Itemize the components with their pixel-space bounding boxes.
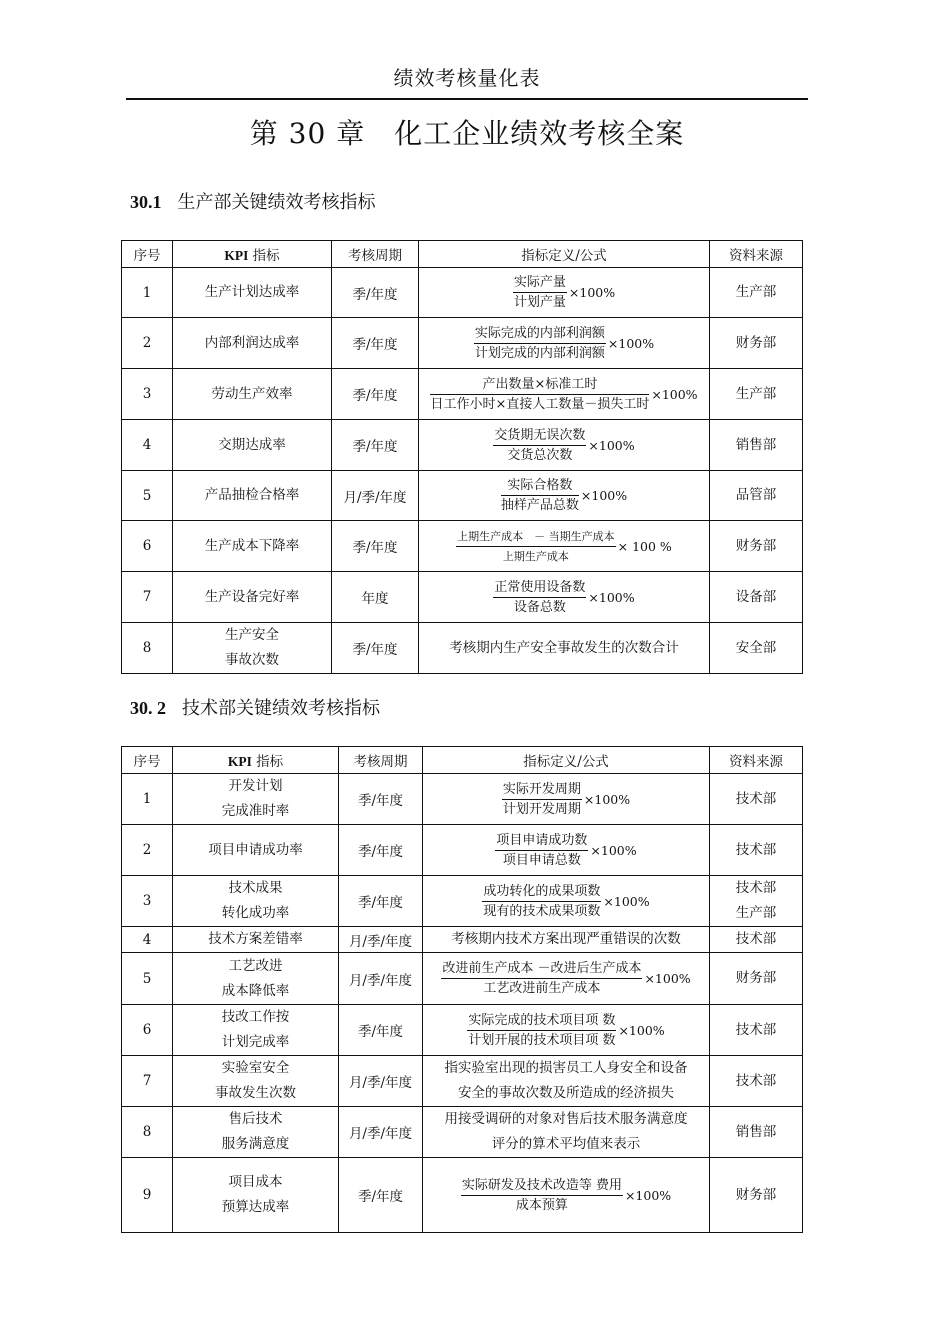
data-source [710,876,803,927]
formula-denominator: 日工作小时×直接人工数量－损失工时 [430,396,650,412]
table-row [122,572,803,623]
chapter-title: 第 30 章 化工企业绩效考核全案 [249,117,685,150]
formula-fraction [474,325,606,362]
data-source-line: 安全部 [735,639,777,656]
row-number: 6 [122,1005,173,1056]
assessment-period: 月/季/年度 [339,1056,423,1107]
table-row [122,927,803,953]
kpi-name [173,1107,339,1158]
row-number: 7 [122,1056,173,1107]
kpi-name [173,623,332,674]
formula-numerator: 实际开发周期 [502,781,582,800]
data-source [710,927,803,953]
formula-numerator: 实际完成的技术项目项 数 [467,1012,616,1031]
data-source-line: 销售部 [735,436,777,453]
formula-multiplier: ×100% [583,791,631,807]
formula-denominator: 设备总数 [513,599,566,615]
assessment-period: 季/年度 [332,369,419,420]
formula-multiplier: ×100% [588,437,635,453]
column-header: 考核周期 [339,747,423,774]
data-source [710,1107,803,1158]
formula-denominator: 抽样产品总数 [500,498,579,513]
formula-multiplier: ×100% [590,842,637,858]
assessment-period: 月/季/年度 [339,953,423,1005]
formula-numerator: 交货期无误次数 [493,427,586,446]
kpi-name [173,774,339,825]
definition-line: 评分的算术平均值来表示 [491,1136,641,1152]
assessment-period: 季/年度 [332,318,419,369]
formula-fraction [467,1012,616,1049]
kpi-name [173,876,339,927]
kpi-name [173,572,332,623]
kpi-name-line: 内部利润达成率 [204,334,300,351]
kpi-name [173,369,332,420]
row-number: 4 [122,420,173,471]
row-number: 8 [122,623,173,674]
formula-cell [423,1158,710,1233]
formula-fraction [513,274,567,311]
row-number: 2 [122,825,173,876]
formula-fraction [456,528,616,565]
assessment-period: 季/年度 [339,825,423,876]
kpi-name-line: 技改工作按 [221,1009,290,1025]
formula-denominator: 上期生产成本 [502,549,569,563]
formula-cell [419,420,710,471]
table-row [122,420,803,471]
formula-multiplier: ×100% [651,386,698,402]
kpi-name-line: 产品抽检合格率 [204,487,300,503]
table-row [122,953,803,1005]
kpi-name [173,471,332,521]
column-header: 指标定义/公式 [419,241,710,268]
kpi-name [173,1056,339,1107]
definition-line: 考核期内技术方案出现严重错误的次数 [451,931,681,947]
definition-text [419,623,710,674]
table-row [122,471,803,521]
row-number: 5 [122,471,173,521]
data-source-line: 生产部 [735,905,777,921]
formula-fraction [493,427,586,464]
kpi-name-line: 交期达成率 [218,436,286,453]
data-source-line: 生产部 [735,284,777,300]
data-source [710,825,803,876]
section-number: 30. 2 [130,698,166,718]
kpi-name-line: 售后技术 [228,1111,283,1127]
formula-denominator: 计划产量 [513,295,566,310]
table-row [122,369,803,420]
data-source [710,369,803,420]
kpi-name-line: 劳动生产效率 [211,385,293,402]
header-rule [126,98,808,100]
column-header: 指标定义/公式 [423,747,710,774]
data-source-line: 技术部 [735,880,777,896]
formula-numerator: 改进前生产成本 －改进后生产成本 [441,960,642,979]
assessment-period: 季/年度 [339,1158,423,1233]
assessment-period: 月/季/年度 [339,927,423,953]
kpi-name [173,1005,339,1056]
running-head: 绩效考核量化表 [393,66,541,90]
formula-numerator: 实际完成的内部利润额 [474,325,606,344]
data-source [710,953,803,1005]
data-source [710,471,803,521]
column-header: 资料来源 [710,747,803,774]
formula-multiplier: × 100 % [617,538,672,554]
formula-multiplier: ×100% [603,893,650,909]
kpi-name-line: 事故次数 [225,652,279,668]
row-number: 3 [122,876,173,927]
formula-cell [419,521,710,572]
data-source-line: 技术部 [735,931,777,947]
data-source-line: 技术部 [735,1021,777,1038]
formula-multiplier: ×100% [644,971,691,986]
data-source-line: 设备部 [735,588,777,605]
column-header: 资料来源 [710,241,803,268]
formula-numerator: 项目申请成功数 [495,832,588,851]
formula-fraction [430,376,649,413]
formula-cell [423,876,710,927]
formula-multiplier: ×100% [607,335,655,351]
kpi-name-line: 项目成本 [228,1174,283,1190]
kpi-name-line: 项目申请成功率 [208,841,303,858]
formula-fraction [461,1177,623,1214]
formula-multiplier: ×100% [624,1187,672,1203]
section-heading: 生产部关键绩效考核指标 [177,192,376,213]
formula-cell [419,268,710,318]
table-row [122,1005,803,1056]
definition-line: 考核期内生产安全事故发生的次数合计 [449,639,679,656]
data-source [710,1158,803,1233]
data-source [710,420,803,471]
formula-denominator: 计划完成的内部利润额 [474,345,605,361]
row-number: 7 [122,572,173,623]
data-source-line: 生产部 [735,385,777,402]
definition-text [423,1107,710,1158]
formula-fraction [493,579,586,616]
kpi-name-line: 工艺改进 [228,957,283,974]
kpi-name [173,521,332,572]
row-number: 1 [122,268,173,318]
row-number: 5 [122,953,173,1005]
table-row [122,268,803,318]
formula-denominator: 计划开展的技术项目项 数 [468,1032,616,1048]
data-source [710,268,803,318]
data-source-line: 财务部 [735,970,777,986]
row-number: 2 [122,318,173,369]
row-number: 1 [122,774,173,825]
formula-multiplier: ×100% [580,488,628,503]
kpi-name-line: 成本降低率 [221,982,290,999]
column-header: KPI 指标 [173,241,332,268]
data-source [710,623,803,674]
kpi-name [173,420,332,471]
definition-line: 用接受调研的对象对售后技术服务满意度 [444,1111,688,1127]
formula-multiplier: ×100% [568,285,616,300]
definition-line: 安全的事故次数及所造成的经济损失 [458,1085,674,1101]
kpi-name-line: 实验室安全 [221,1060,290,1076]
kpi-table-technical [121,746,803,1233]
kpi-name-line: 生产设备完好率 [204,588,300,605]
kpi-name-line: 技术方案差错率 [208,931,303,947]
assessment-period: 季/年度 [332,420,419,471]
kpi-table-production [121,240,803,674]
data-source-line: 技术部 [735,841,777,858]
data-source-line: 技术部 [735,1072,777,1089]
formula-fraction [495,832,588,869]
formula-numerator: 上期生产成本 － 当期生产成本 [456,528,616,547]
formula-denominator: 工艺改进前生产成本 [483,981,601,996]
kpi-name-line: 服务满意度 [221,1136,290,1152]
formula-cell [419,471,710,521]
formula-numerator: 实际研发及技术改造等 费用 [461,1177,623,1196]
section-heading: 技术部关键绩效考核指标 [182,698,380,719]
definition-text [423,927,710,953]
column-header: 序号 [122,241,173,268]
formula-numerator: 成功转化的成果项数 [482,883,601,902]
formula-cell [419,572,710,623]
assessment-period: 年度 [332,572,419,623]
assessment-period: 季/年度 [332,521,419,572]
assessment-period: 季/年度 [339,774,423,825]
table-row [122,318,803,369]
kpi-name [173,318,332,369]
table-row [122,623,803,674]
kpi-name-line: 计划完成率 [221,1034,290,1050]
formula-fraction [482,883,601,920]
formula-fraction [501,477,579,514]
formula-denominator: 项目申请总数 [502,852,581,868]
data-source-line: 品管部 [735,487,777,503]
formula-cell [419,369,710,420]
data-source-line: 财务部 [735,537,777,554]
kpi-name-line: 技术成果 [228,880,283,896]
data-source [710,572,803,623]
data-source [710,1056,803,1107]
data-source-line: 财务部 [735,1186,777,1203]
table-header-row [122,747,803,774]
formula-denominator: 交货总次数 [507,447,573,463]
formula-multiplier: ×100% [618,1022,665,1038]
formula-fraction [502,781,582,818]
kpi-name-line: 转化成功率 [221,905,290,921]
formula-numerator: 产出数量×标准工时 [430,376,649,395]
row-number: 3 [122,369,173,420]
kpi-name-line: 生产安全 [225,627,279,643]
column-header: 序号 [122,747,173,774]
formula-denominator: 计划开发周期 [502,801,581,817]
formula-cell [423,953,710,1005]
row-number: 9 [122,1158,173,1233]
formula-multiplier: ×100% [588,589,635,605]
row-number: 6 [122,521,173,572]
definition-text [423,1056,710,1107]
column-header: 考核周期 [332,241,419,268]
formula-denominator: 成本预算 [515,1197,568,1213]
formula-numerator: 正常使用设备数 [493,579,586,598]
assessment-period: 季/年度 [339,1005,423,1056]
kpi-name [173,268,332,318]
table-row [122,1056,803,1107]
data-source [710,521,803,572]
data-source-line: 销售部 [735,1123,777,1140]
kpi-name [173,927,339,953]
data-source [710,318,803,369]
kpi-name [173,825,339,876]
formula-cell [423,825,710,876]
definition-line: 指实验室出现的损害员工人身安全和设备 [444,1060,688,1076]
kpi-name-line: 生产计划达成率 [204,284,300,300]
table-row [122,1107,803,1158]
kpi-name-line: 事故发生次数 [215,1085,296,1101]
formula-fraction [441,960,642,997]
kpi-name-line: 开发计划 [228,778,283,794]
formula-numerator: 实际合格数 [501,477,579,496]
kpi-name [173,953,339,1005]
formula-cell [419,318,710,369]
assessment-period: 月/季/年度 [339,1107,423,1158]
data-source [710,774,803,825]
table-header-row [122,241,803,268]
row-number: 4 [122,927,173,953]
formula-numerator: 实际产量 [513,274,567,293]
kpi-name-line: 预算达成率 [221,1199,290,1215]
column-header: KPI 指标 [173,747,339,774]
assessment-period: 季/年度 [332,623,419,674]
formula-cell [423,1005,710,1056]
table-row [122,825,803,876]
data-source-line: 财务部 [735,334,777,351]
formula-denominator: 现有的技术成果项数 [483,903,601,919]
table-row [122,521,803,572]
table-row [122,1158,803,1233]
row-number: 8 [122,1107,173,1158]
assessment-period: 季/年度 [332,268,419,318]
data-source-line: 技术部 [735,790,777,807]
table-row [122,876,803,927]
data-source [710,1005,803,1056]
section-title-1 [130,188,376,214]
kpi-name-line: 完成准时率 [221,803,290,819]
assessment-period: 季/年度 [339,876,423,927]
section-title-2 [130,694,380,720]
assessment-period: 月/季/年度 [332,471,419,521]
section-number: 30.1 [130,192,162,212]
kpi-name [173,1158,339,1233]
kpi-name-line: 生产成本下降率 [204,537,300,554]
formula-cell [423,774,710,825]
table-row [122,774,803,825]
